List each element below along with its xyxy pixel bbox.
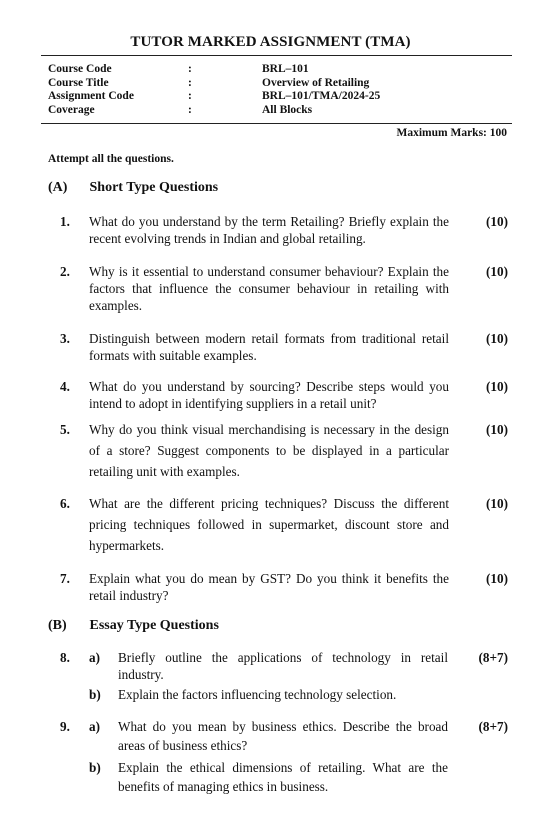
question-text: Why do you think visual merchandising is necessary in the design of a store? Suggest components to be displayed in a particular retailing unit with examples. [89,422,449,479]
section-a-heading [48,180,218,196]
instruction: Attempt all the questions. [48,153,174,165]
question-number: 9. [60,719,70,734]
section-label: (A) [48,180,68,195]
question-marks: (8+7) [478,719,508,734]
meta-label: Assignment Code [48,90,134,103]
meta-separator: : [188,63,192,75]
meta-label: Coverage [48,103,95,116]
question-number: 4. [60,379,70,394]
part-text: Briefly outline the applications of technology in retail industry. [118,650,448,682]
part-label: a) [89,650,100,665]
meta-label: Course Title [48,76,109,89]
meta-value: Overview of Retailing [262,76,370,89]
question-marks: (10) [486,571,508,586]
course-title-row [48,77,508,91]
part-text: What do you mean by business ethics. Describe the broad areas of business ethics? [118,719,448,753]
page-title: TUTOR MARKED ASSIGNMENT (TMA) [130,34,411,50]
question-marks: (8+7) [478,650,508,665]
section-label: (B) [48,618,67,633]
question-text: Why is it essential to understand consumer behaviour? Explain the factors that influence the consumer behaviour in retailing with examples. [89,264,449,313]
meta-value: All Blocks [262,103,313,116]
question-marks: (10) [486,379,508,394]
course-code-row [48,63,508,77]
question-text: What are the different pricing techniques? Discuss the different pricing techniques followed in supermarket, discount store and hypermarkets. [89,496,449,553]
question-marks: (10) [486,496,508,511]
meta-separator: : [188,76,192,89]
question-marks: (10) [486,264,508,279]
part-label: b) [89,760,101,775]
meta-value: BRL–101/TMA/2024-25 [262,90,381,103]
coverage-row [48,104,508,118]
question-marks: (10) [486,331,508,346]
question-number: 7. [60,571,70,586]
assignment-code-row [48,90,508,104]
course-info [48,63,508,117]
question-number: 5. [60,422,70,437]
meta-separator: : [188,90,192,103]
part-label: a) [89,719,100,734]
question-number: 2. [60,264,70,279]
top-divider [41,55,512,56]
meta-separator: : [188,103,192,116]
meta-value: BRL–101 [262,63,309,75]
section-title: Short Type Questions [89,180,219,195]
question-number: 3. [60,331,70,346]
part-text: Explain the ethical dimensions of retailing. What are the benefits of managing ethics in business. [118,760,448,794]
question-text: Distinguish between modern retail formats from traditional retail formats with suitable examples. [89,331,449,363]
meta-label: Course Code [48,63,112,75]
question-number: 6. [60,496,70,511]
question-text: Explain what you do mean by GST? Do you think it benefits the retail industry? [89,571,449,603]
question-marks: (10) [486,214,508,229]
question-number: 8. [60,650,70,665]
section-title: Essay Type Questions [89,618,219,633]
part-text: Explain the factors influencing technology selection. [118,687,397,702]
section-b-heading [48,618,219,634]
maximum-marks: Maximum Marks: 100 [396,127,507,139]
question-marks: (10) [486,422,508,437]
part-label: b) [89,687,101,702]
meta-divider [41,123,512,124]
question-text: What do you understand by the term Retailing? Briefly explain the recent evolving trends in Indian and global retailing. [89,214,449,246]
question-text: What do you understand by sourcing? Describe steps would you intend to adopt in identifying suppliers in a retail unit? [89,379,449,411]
question-number: 1. [60,214,70,229]
